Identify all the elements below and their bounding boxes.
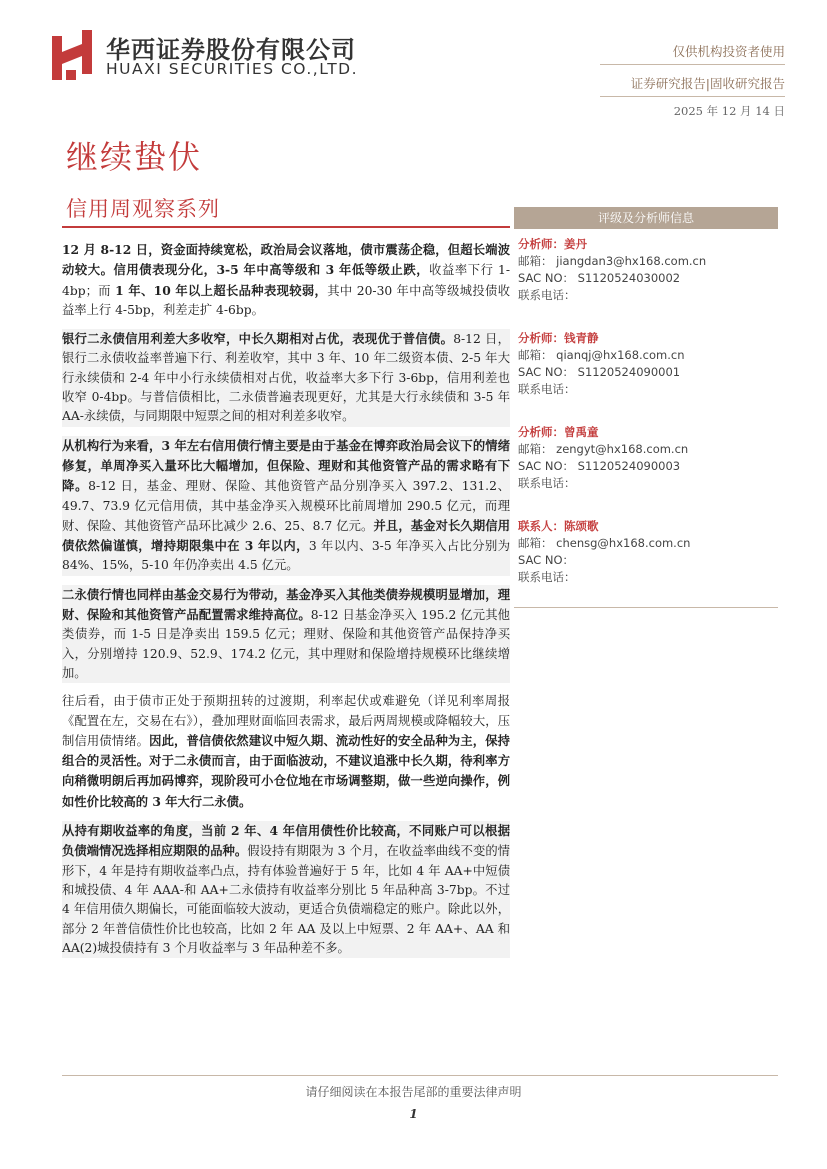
page-number: 1 (409, 1107, 418, 1121)
huaxi-logo-icon (52, 30, 96, 80)
header-divider (600, 96, 785, 97)
key-point: 12 月 8-12 日，资金面持续宽松，政治局会议落地，债市震荡企稳，但超长端波动较大。信用债表现分化，3-5 年中高等级和 3 年低等级止跌， (62, 242, 510, 278)
analyst-card (518, 424, 780, 492)
body-paragraph (62, 436, 510, 576)
report-type: 证券研究报告|固收研究报告 (630, 76, 785, 91)
sidebar-divider (514, 607, 778, 608)
paragraph-text: 8-12 日，基金、理财、保险、其他资管产品分别净买入 397.2、131.2、49.7、73.9 亿元信用债，其中基金净买入规模环比前周增加 290.5 亿元，而理财、保险、其他资管产品环比减少 2.6、25、8.7 亿元。 (62, 479, 510, 533)
report-series: 信用周观察系列 (66, 197, 220, 221)
analyst-role: 分析师： (518, 331, 564, 345)
body-paragraph (62, 329, 510, 426)
key-point: 1 年、10 年以上超长品种表现较弱， (115, 282, 328, 298)
analyst-role: 分析师： (518, 425, 564, 439)
legal-disclaimer-note: 请仔细阅读在本报告尾部的重要法律声明 (305, 1085, 522, 1099)
report-title: 继续蛰伏 (66, 138, 203, 176)
key-point: 因此，普信债依然建议中短久期、流动性好的安全品种为主，保持组合的灵活性。对于二永债而言，由于面临波动，不建议追涨中长久期，待利率方向稍微明朗后再加码博弈，现阶段可小仓位地在市场调整期，做一些逆向操作，例如性价比较高的 3 年大行二永债。 (62, 732, 510, 809)
analyst-info-heading: 评级及分析师信息 (514, 207, 778, 229)
analyst-phone: 联系电话： (518, 288, 576, 302)
paragraph-text: 其中 20-30 年中高等级城投债收益率上行 4-5bp，利差走扩 4-6bp。 (62, 283, 510, 317)
paragraph-text: 8-12 日基金净买入 195.2 亿元其他类债券，而 1-5 日是净卖出 159.5 亿元；理财、保险和其他资管产品保持净买入，分别增持 120.9、52.9、174.2 亿元，其中理财和保险增持规模环比继续增加。 (62, 608, 510, 680)
paragraph-text: 3 年以内、3-5 年净买入占比分别为 84%、15%，5-10 年仍净卖出 4.5 亿元。 (62, 539, 510, 573)
key-point: 银行二永债信用利差大多收窄，中长久期相对占优，表现优于普信债。 (62, 331, 454, 347)
key-point: 二永债行情也同样由基金交易行为带动，基金净买入其他类债券规模明显增加，理财、保险和其他资管产品配置需求维持高位。 (62, 586, 510, 623)
body-paragraph (62, 585, 510, 683)
analyst-phone: 联系电话： (518, 476, 576, 490)
audience-note: 仅供机构投资者使用 (672, 44, 785, 59)
footer-divider (62, 1075, 778, 1076)
contact-name: 陈颂歌 (564, 519, 599, 533)
analyst-email[interactable]: 邮箱： zengyt@hx168.com.cn (518, 442, 689, 456)
report-body (62, 240, 510, 967)
analyst-sac: SAC NO： S1120524030002 (518, 271, 681, 285)
paragraph-text: 假设持有期限为 3 个月，在收益率曲线不变的情形下，4 年是持有期收益率凸点，持有体验普遍好于 5 年，比如 4 年 AA+中短债和城投债、4 年 AAA-和 AA+二永债持有收益率分别比 5 年品种高 3-7bp。不过 4 年信用债久期偏长，可能面临较大波动，更适合负债端稳定的账户。除此以外，部分 2 年普信债性价比也较高，比如 2 年 AA 及以上中短票、2 年 AA+、AA 和 AA(2)城投债持有 3 个月收益率与 3 年品种差不多。 (62, 844, 510, 955)
contact-card (518, 518, 780, 586)
body-paragraph (62, 692, 510, 812)
contact-email[interactable]: 邮箱： chensg@hx168.com.cn (518, 536, 691, 550)
header-divider (600, 64, 785, 65)
key-point: 从持有期收益率的角度，当前 2 年、4 年信用债性价比较高，不同账户可以根据负债端情况选择相应期限的品种。 (62, 823, 510, 859)
analyst-name: 姜丹 (564, 237, 587, 251)
company-name-cn: 华西证券股份有限公司 (106, 36, 356, 64)
contact-phone: 联系电话： (518, 570, 576, 584)
analyst-name: 曾禹童 (564, 425, 599, 439)
company-name-en: HUAXI SECURITIES CO.,LTD. (106, 60, 359, 78)
contact-sac: SAC NO： (518, 553, 575, 567)
body-paragraph (62, 821, 510, 958)
analyst-name: 钱青静 (564, 331, 599, 345)
analyst-card (518, 330, 780, 398)
series-underline (62, 226, 510, 228)
analyst-card (518, 236, 780, 304)
key-point: 并且，基金对长久期信用债依然偏谨慎，增持期限集中在 3 年以内， (62, 517, 510, 554)
analyst-sac: SAC NO： S1120524090003 (518, 459, 681, 473)
paragraph-text: 往后看，由于债市正处于预期扭转的过渡期，利率起伏或难避免（详见利率周报《配置在左，交易在右》），叠加理财面临回表需求，最后两周规模或降幅较大，压制信用债情绪。 (62, 694, 510, 748)
analyst-role: 分析师： (518, 237, 564, 251)
analyst-email[interactable]: 邮箱： qianqj@hx168.com.cn (518, 348, 685, 362)
report-date: 2025 年 12 月 14 日 (673, 104, 785, 118)
paragraph-text: 收益率下行 1-4bp；而 (62, 263, 510, 298)
key-point: 从机构行为来看，3 年左右信用债行情主要是由于基金在博弈政治局会议下的情绪修复，单周净买入量环比大幅增加，但保险、理财和其他资管产品的需求略有下降。 (62, 437, 510, 494)
analyst-email[interactable]: 邮箱： jiangdan3@hx168.com.cn (518, 254, 707, 268)
paragraph-text: 8-12 日，银行二永债收益率普遍下行、利差收窄，其中 3 年、10 年二级资本债、2-5 年大行永续债和 2-4 年中小行永续债相对占优，收益率大多下行 3-6bp，信用利差也收窄 0-4bp。与普信债相比，二永债普遍表现更好，尤其是大行永续债和 3-5 年 AA-永续债，与同期限中短票之间的相对利差多收窄。 (62, 332, 510, 424)
body-paragraph (62, 240, 510, 320)
analyst-phone: 联系电话： (518, 382, 576, 396)
contact-role: 联系人： (518, 519, 564, 533)
analyst-sac: SAC NO： S1120524090001 (518, 365, 681, 379)
